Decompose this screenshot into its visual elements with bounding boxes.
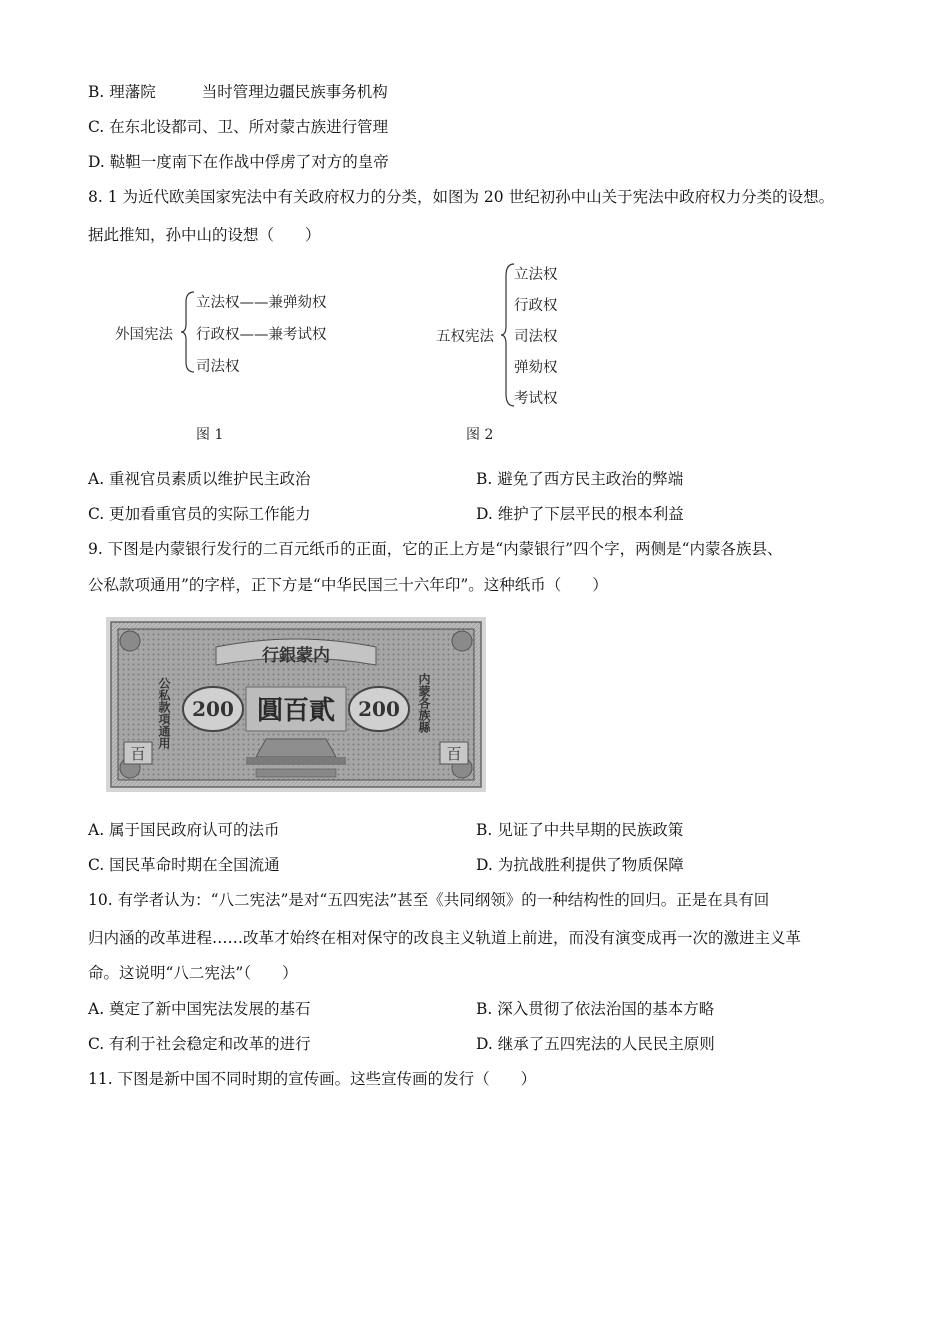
fig1-brace: [180, 290, 196, 374]
q9-option-a: A. 属于国民政府认可的法币: [88, 821, 280, 839]
fig2-caption: 图 2: [466, 427, 494, 443]
q9-option-d: D. 为抗战胜利提供了物质保障: [476, 856, 684, 874]
option-b-previous: [88, 81, 388, 103]
fig1-caption: 图 1: [196, 427, 224, 443]
option-b-term: B. 理藩院: [88, 83, 156, 101]
fig2-item2: 行政权: [514, 298, 558, 314]
fig1-item3: 司法权: [196, 359, 240, 375]
option-d-previous: D. 鞑靼一度南下在作战中俘虏了对方的皇帝: [88, 153, 389, 171]
q10-stem-line2: 归内涵的改革进程……改革才始终在相对保守的改良主义轨道上前进，而没有演变成再一次的激进主义革: [88, 929, 802, 947]
q10-option-c: C. 有利于社会稳定和改革的进行: [88, 1035, 311, 1053]
fig1-item1: 立法权——兼弹劾权: [196, 295, 327, 311]
banknote-image: [106, 617, 486, 792]
fig2-item4: 弹劾权: [514, 360, 558, 376]
fig2-item5: 考试权: [514, 391, 558, 407]
q8-option-d: D. 维护了下层平民的根本利益: [476, 505, 684, 523]
q11-stem-line1: 11. 下图是新中国不同时期的宣传画。这些宣传画的发行（ ）: [88, 1070, 537, 1088]
q8-option-a: A. 重视官员素质以维护民主政治: [88, 470, 311, 488]
banknote-left-vertical: 公私款項通用: [157, 677, 171, 749]
q10-option-a: A. 奠定了新中国宪法发展的基石: [88, 1000, 311, 1018]
banknote-right-vertical: 内蒙各族縣: [417, 673, 431, 733]
q9-option-b: B. 见证了中共早期的民族政策: [476, 821, 684, 839]
option-b-desc: 当时管理边疆民族事务机构: [201, 83, 388, 101]
banknote-center-text: 圓百貳: [256, 696, 336, 726]
fig1-item2: 行政权——兼考试权: [196, 327, 327, 343]
banknote-right-value: 200: [358, 697, 400, 721]
q9-stem-line2: 公私款项通用”的字样，正下方是“中华民国三十六年印”。这种纸币（ ）: [88, 576, 608, 594]
q10-option-d: D. 继承了五四宪法的人民民主原则: [476, 1035, 715, 1053]
q9-stem-line1: 9. 下图是内蒙银行发行的二百元纸币的正面，它的正上方是“内蒙银行”四个字，两侧是“内蒙各族县、: [88, 540, 783, 558]
q10-option-b: B. 深入贯彻了依法治国的基本方略: [476, 1000, 715, 1018]
banknote-top-text: 行銀蒙内: [262, 646, 330, 666]
q8-option-b: B. 避免了西方民主政治的弊端: [476, 470, 684, 488]
q9-option-c: C. 国民革命时期在全国流通: [88, 856, 280, 874]
fig2-root: 五权宪法: [436, 329, 494, 345]
q8-option-c: C. 更加看重官员的实际工作能力: [88, 505, 311, 523]
q10-stem-line3: 命。这说明“八二宪法”（ ）: [88, 964, 298, 982]
fig2-item1: 立法权: [514, 267, 558, 283]
q8-stem-line2: 据此推知，孙中山的设想（ ）: [88, 226, 321, 244]
fig1-root: 外国宪法: [115, 327, 173, 343]
banknote-left-value: 200: [192, 697, 234, 721]
banknote-corner-right: 百: [446, 745, 462, 763]
banknote-corner-left: 百: [130, 745, 146, 763]
q8-stem-line1: 8. 1 为近代欧美国家宪法中有关政府权力的分类，如图为 20 世纪初孙中山关于宪法中政府权力分类的设想。: [88, 188, 835, 206]
q10-stem-line1: 10. 有学者认为：“八二宪法”是对“五四宪法”甚至《共同纲领》的一种结构性的回归。正是在具有回: [88, 891, 770, 909]
option-c-previous: C. 在东北设都司、卫、所对蒙古族进行管理: [88, 118, 389, 136]
fig2-item3: 司法权: [514, 329, 558, 345]
